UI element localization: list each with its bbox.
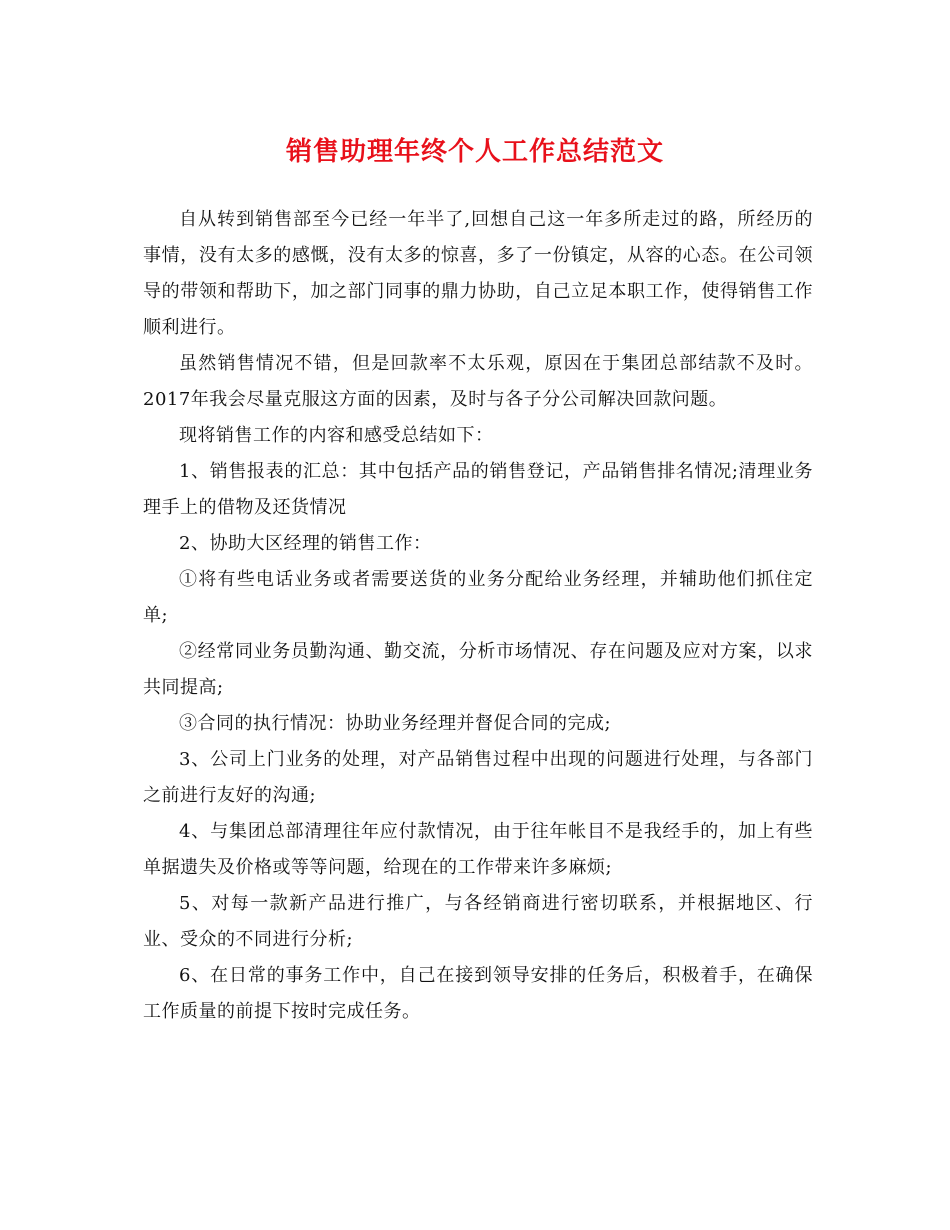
paragraph: 虽然销售情况不错，但是回款率不太乐观，原因在于集团总部结款不及时。2017年我会尽量克服这方面的因素，及时与各子分公司解决回款问题。 <box>143 353 813 410</box>
paragraph: 现将销售工作的内容和感受总结如下： <box>179 425 494 446</box>
list-item: 5、对每一款新产品进行推广，与各经销商进行密切联系，并根据地区、行业、受众的不同进行分析; <box>143 893 813 950</box>
sub-list-item: ②经常同业务员勤沟通、勤交流，分析市场情况、存在问题及应对方案，以求共同提高; <box>143 641 813 698</box>
list-item: 1、销售报表的汇总：其中包括产品的销售登记，产品销售排名情况;清理业务 理手上的借物及还货情况 <box>143 461 813 518</box>
sub-list-item: ①将有些电话业务或者需要送货的业务分配给业务经理，并辅助他们抓住定单; <box>143 569 813 626</box>
paragraph: 自从转到销售部至今已经一年半了,回想自己这一年多所走过的路，所经历的事情，没有太多的感慨，没有太多的惊喜，多了一份镇定，从容的心态。在公司领导的带领和帮助下，加之部门同事的鼎力协助，自己立足本职工作，使得销售工作顺利进行。 <box>143 209 813 338</box>
list-item: 2、协助大区经理的销售工作： <box>179 533 432 554</box>
document-title: 销售助理年终个人工作总结范文 <box>285 137 664 167</box>
list-item: 4、与集团总部清理往年应付款情况，由于往年帐目不是我经手的，加上有些单据遗失及价格或等等问题，给现在的工作带来许多麻烦; <box>143 821 813 878</box>
sub-list-item: ③合同的执行情况：协助业务经理并督促合同的完成; <box>179 713 612 734</box>
document-body <box>143 202 813 1030</box>
list-item: 6、在日常的事务工作中，自己在接到领导安排的任务后，积极着手，在确保工作质量的前提下按时完成任务。 <box>143 965 813 1022</box>
list-item: 3、公司上门业务的处理，对产品销售过程中出现的问题进行处理，与各部门之前进行友好的沟通; <box>143 749 813 806</box>
